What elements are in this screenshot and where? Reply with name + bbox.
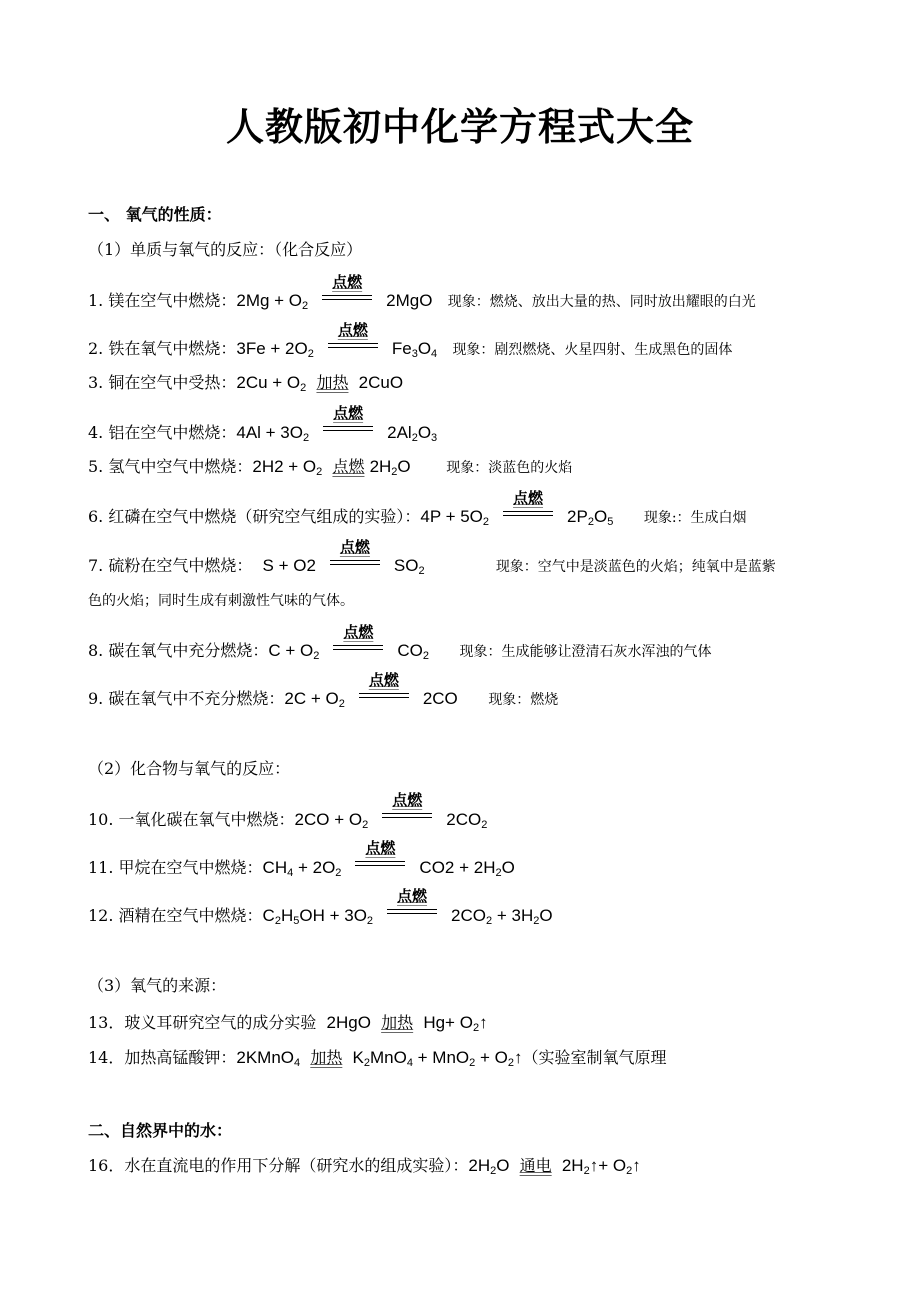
condition-electrolysis: 通电 <box>519 1156 552 1175</box>
equation-line-5: 5. 氢气中空气中燃烧：$2H2 + O_2$ 点燃 $2H_2O$ 现象：淡蓝色的火焰 <box>88 457 573 478</box>
reaction-arrow: 点燃 <box>333 642 383 662</box>
condition-heat: 加热 <box>316 373 349 392</box>
phenomenon: 现象：燃烧、放出大量的热、同时放出耀眼的白光 <box>447 294 756 310</box>
reaction-arrow: 点燃 <box>503 508 553 528</box>
phenomenon: 现象：淡蓝色的火焰 <box>446 460 573 476</box>
reaction-arrow: 点燃 <box>328 340 378 360</box>
equation-line-13: 13．玻义耳研究空气的成分实验 2HgO 加热 $Hg+ O_2↑$ <box>88 1013 488 1034</box>
equation-line-16: 16．水在直流电的作用下分解（研究水的组成实验）：$2H_2O$ 通电 $2H_2↑+$ $O_2↑$ <box>88 1156 641 1177</box>
equation-line-10: 10. 一氧化碳在氧气中燃烧：$2CO + O_2$ 点燃 $2CO_2$ <box>88 791 488 831</box>
equation-line-7: 7. 硫粉在空气中燃烧： S + O2 点燃 $SO_2$ 现象：空气中是淡蓝色的火焰；纯氧中是蓝紫 <box>88 538 776 577</box>
phenomenon: 现象：生成能够让澄清石灰水浑浊的气体 <box>459 644 712 660</box>
reaction-arrow: 点燃 <box>387 906 437 926</box>
equation-line-4: 4. 铝在空气中燃烧：$4Al + 3O_2$ 点燃 $2Al_2O_3$ <box>88 404 438 444</box>
condition-heat: 加热 <box>381 1013 414 1032</box>
reaction-arrow: 点燃 <box>382 810 432 830</box>
condition-ignite: 点燃 <box>332 457 365 476</box>
equation-line-14: 14．加热高锰酸钾：2KMnO$_4$ 加热 $K_2MnO_4 + MnO_2$ + $O_2↑$（实验室制氧气原理 <box>88 1048 667 1069</box>
phenomenon: 现象:：生成白烟 <box>643 510 747 526</box>
subsection-element-reactions: （1）单质与氧气的反应：（化合反应） <box>88 240 363 259</box>
reaction-arrow: 点燃 <box>322 292 372 312</box>
equation-line-11: 11. 甲烷在空气中燃烧：$CH_4 + 2O_2$ 点燃 $CO2 + 2H_2O$ <box>88 839 515 879</box>
equation-line-2: 2. 铁在氧气中燃烧：$3Fe + 2O_2$ 点燃 $Fe_3O_4$ 现象：剧烈燃烧、火星四射、生成黑色的固体 <box>88 321 733 360</box>
equation-line-8: 8. 碳在氧气中充分燃烧：$C + O_2$ 点燃 $CO_2$ 现象：生成能够让澄清石灰水浑浊的气体 <box>88 623 712 662</box>
equation-line-1: 1. 镁在空气中燃烧：$2Mg + O_2$ 点燃 2MgO 现象：燃烧、放出大量的热、同时放出耀眼的白光 <box>88 273 756 312</box>
equation-line-6: 6. 红磷在空气中燃烧（研究空气组成的实验）：$4P + 5O_2$ 点燃 $2P_2O_5$ 现象:：生成白烟 <box>88 489 747 528</box>
page-title: 人教版初中化学方程式大全 <box>225 104 694 149</box>
phenomenon-continued: 色的火焰；同时生成有刺激性气味的气体。 <box>88 593 354 609</box>
section-heading-water: 二、自然界中的水： <box>88 1121 233 1140</box>
equation-line-12: 12. 酒精在空气中燃烧：$C_2H_5OH + 3O_2$ 点燃 $2CO_2 + 3H_2O$ <box>88 887 553 927</box>
condition-heat: 加热 <box>310 1048 343 1067</box>
section-heading-oxygen: 一、 氧气的性质： <box>88 205 222 224</box>
reaction-arrow: 点燃 <box>330 557 380 577</box>
reaction-arrow: 点燃 <box>359 690 409 710</box>
equation-line-3: 3. 铜在空气中受热：$2Cu + O_2$ 加热 2CuO <box>88 373 404 394</box>
subsection-compound-reactions: （2）化合物与氧气的反应： <box>88 759 291 778</box>
reaction-arrow: 点燃 <box>355 858 405 878</box>
subsection-oxygen-source: （3）氧气的来源： <box>88 976 227 995</box>
phenomenon: 现象：剧烈燃烧、火星四射、生成黑色的固体 <box>452 342 733 358</box>
phenomenon: 现象：燃烧 <box>488 692 559 708</box>
reaction-arrow: 点燃 <box>323 423 373 443</box>
equation-line-9: 9. 碳在氧气中不充分燃烧：$2C + O_2$ 点燃 2CO 现象：燃烧 <box>88 671 559 710</box>
phenomenon: 现象：空气中是淡蓝色的火焰；纯氧中是蓝紫 <box>495 559 776 575</box>
